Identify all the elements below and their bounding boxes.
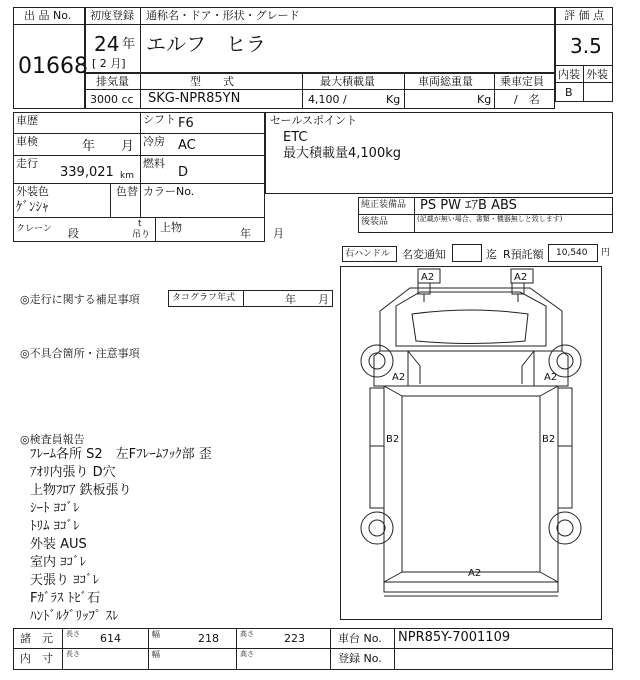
r-value: 10,540 (556, 248, 588, 258)
lot-number: 01668 (18, 54, 88, 79)
tacho-label: タコグラフ年式 (172, 293, 236, 303)
meter-change-label: 名変通知 (402, 248, 446, 261)
interior-label: 内装 (558, 68, 580, 81)
inspector-line-4: ｼｰﾄ ﾖｺﾞﾚ (30, 501, 80, 516)
mark-a2-front-left: A2 (421, 272, 435, 283)
model-header: 通称名・ドア・形状・グレード (146, 9, 300, 22)
meter-change-box (452, 244, 482, 262)
inner-height-label: 高さ (240, 650, 254, 658)
lot-label: 出 品 No. (24, 9, 72, 22)
reg-label: 登録 No. (338, 652, 382, 665)
year-unit: 年 (122, 37, 136, 52)
inspector-line-1: ﾌﾚｰﾑ各所 S2 左Fﾌﾚｰﾑﾌｯｸ部 歪 (30, 447, 212, 462)
model-code-value: SKG-NPR85YN (148, 91, 241, 106)
mileage-unit: km (120, 171, 134, 181)
first-reg-label: 初度登録 (90, 9, 134, 22)
inspector-line-8: 天張り ﾖｺﾞﾚ (30, 573, 100, 588)
inspector-line-2: ｱｵﾘ内張り D穴 (30, 465, 116, 480)
first-reg-year: 24 (94, 32, 120, 56)
shift-label: シフト (143, 113, 176, 126)
inner-width-label: 幅 (152, 650, 160, 659)
inspector-line-9: Fｶﾞﾗｽ ﾄﾋﾞ石 (30, 591, 101, 606)
bed-value: 年 月 (240, 227, 284, 240)
inspector-line-5: ﾄﾘﾑ ﾖｺﾞﾚ (30, 519, 80, 534)
r-label: R預託額 (503, 248, 544, 261)
max-load-label: 最大積載量 (320, 75, 375, 88)
defects-label: ◎不具合箇所・注意事項 (20, 347, 140, 360)
fuel-label: 燃料 (143, 157, 165, 170)
mark-b2-bed-right: B2 (542, 434, 556, 445)
history-label: 車歴 (16, 114, 38, 127)
max-load-unit: Kg (386, 93, 401, 106)
mark-a2-rear: A2 (468, 568, 482, 579)
factory-value: PS PW ｴｱB ABS (420, 198, 517, 213)
driving-notes-label: ◎走行に関する補足事項 (20, 293, 140, 306)
inspector-line-7: 室内 ﾖｺﾞﾚ (30, 555, 87, 570)
first-reg-month: [ 2 月] (92, 57, 126, 70)
crane-label: クレーン (16, 224, 52, 234)
width-label: 幅 (152, 630, 160, 639)
factory-label: 純正装備品 (361, 200, 407, 210)
r-unit: 円 (601, 248, 611, 258)
chassis-label: 車台 No. (338, 632, 382, 645)
len-value: 614 (100, 632, 121, 645)
capacity-value: / 名 (514, 93, 540, 106)
truck-diagram (340, 266, 602, 620)
crane-ton: t (138, 219, 142, 229)
mark-b2-bed-left: B2 (386, 434, 400, 445)
gross-weight-unit: Kg (477, 93, 492, 106)
width-value: 218 (198, 632, 219, 645)
exterior-label: 外装 (586, 68, 608, 81)
sales-label: セールスポイント (270, 114, 358, 127)
dims-label: 諸 元 (20, 632, 53, 645)
inner-len-label: 長さ (66, 650, 80, 658)
inspector-line-6: 外装 AUS (30, 537, 87, 552)
ext-color-label: 外装色 (16, 185, 49, 198)
bed-label: 上物 (160, 221, 182, 234)
capacity-label: 乗車定員 (500, 75, 544, 88)
model-name: エルフ ヒラ (146, 32, 266, 56)
crane-stage: 段 (68, 227, 79, 240)
inspection-value: 年 月 (82, 139, 135, 154)
aftermarket-label: 後装品 (361, 217, 389, 227)
inner-label: 内 寸 (20, 652, 53, 665)
mark-a2-cab-left: A2 (392, 372, 406, 383)
gross-weight-label: 車両総重量 (418, 75, 473, 88)
interior-grade: B (565, 86, 573, 99)
grade-value: 3.5 (570, 34, 602, 58)
inspector-label: ◎検査員報告 (20, 433, 85, 446)
fuel-value: D (178, 165, 189, 180)
height-label: 高さ (240, 630, 254, 638)
sales-line-1: ETC (283, 130, 308, 145)
tacho-value: 年 月 (285, 293, 329, 306)
ac-label: 冷房 (143, 135, 165, 148)
mileage-label: 走行 (16, 157, 38, 170)
shift-value: F6 (178, 116, 194, 131)
inspector-line-3: 上物ﾌﾛｱ 鉄板張り (30, 483, 132, 498)
sales-line-2: 最大積載量4,100kg (283, 146, 401, 161)
km-note: 迄 (486, 248, 497, 261)
ac-value: AC (178, 138, 196, 153)
aftermarket-note: (記載が無い場合、書類・機器無しと致します) (417, 215, 563, 223)
max-load-value: 4,100 / (308, 93, 347, 106)
chassis-value: NPR85Y-7001109 (398, 630, 511, 645)
mileage-value: 339,021 (60, 165, 114, 180)
mark-a2-cab-right: A2 (544, 372, 558, 383)
height-value: 223 (284, 632, 305, 645)
displacement-label: 排気量 (96, 75, 129, 88)
ext-color-value: ｹﾞﾝｼｬ (16, 200, 49, 215)
mark-a2-front-right: A2 (514, 272, 528, 283)
inspection-label: 車検 (16, 135, 38, 148)
color-change-label: 色替 (116, 185, 138, 198)
len-label: 長さ (66, 630, 80, 638)
grade-label: 評 価 点 (564, 9, 604, 22)
model-code-label: 型 式 (190, 75, 234, 88)
crane-lift: 吊り (132, 230, 151, 240)
steering-value: 右ハンドル (345, 249, 391, 259)
color-no-label: カラーNo. (143, 185, 195, 198)
inspector-line-10: ﾊﾝﾄﾞﾙｸﾞﾘｯﾌﾟ ｽﾚ (30, 609, 119, 624)
displacement-value: 3000 cc (90, 93, 134, 106)
